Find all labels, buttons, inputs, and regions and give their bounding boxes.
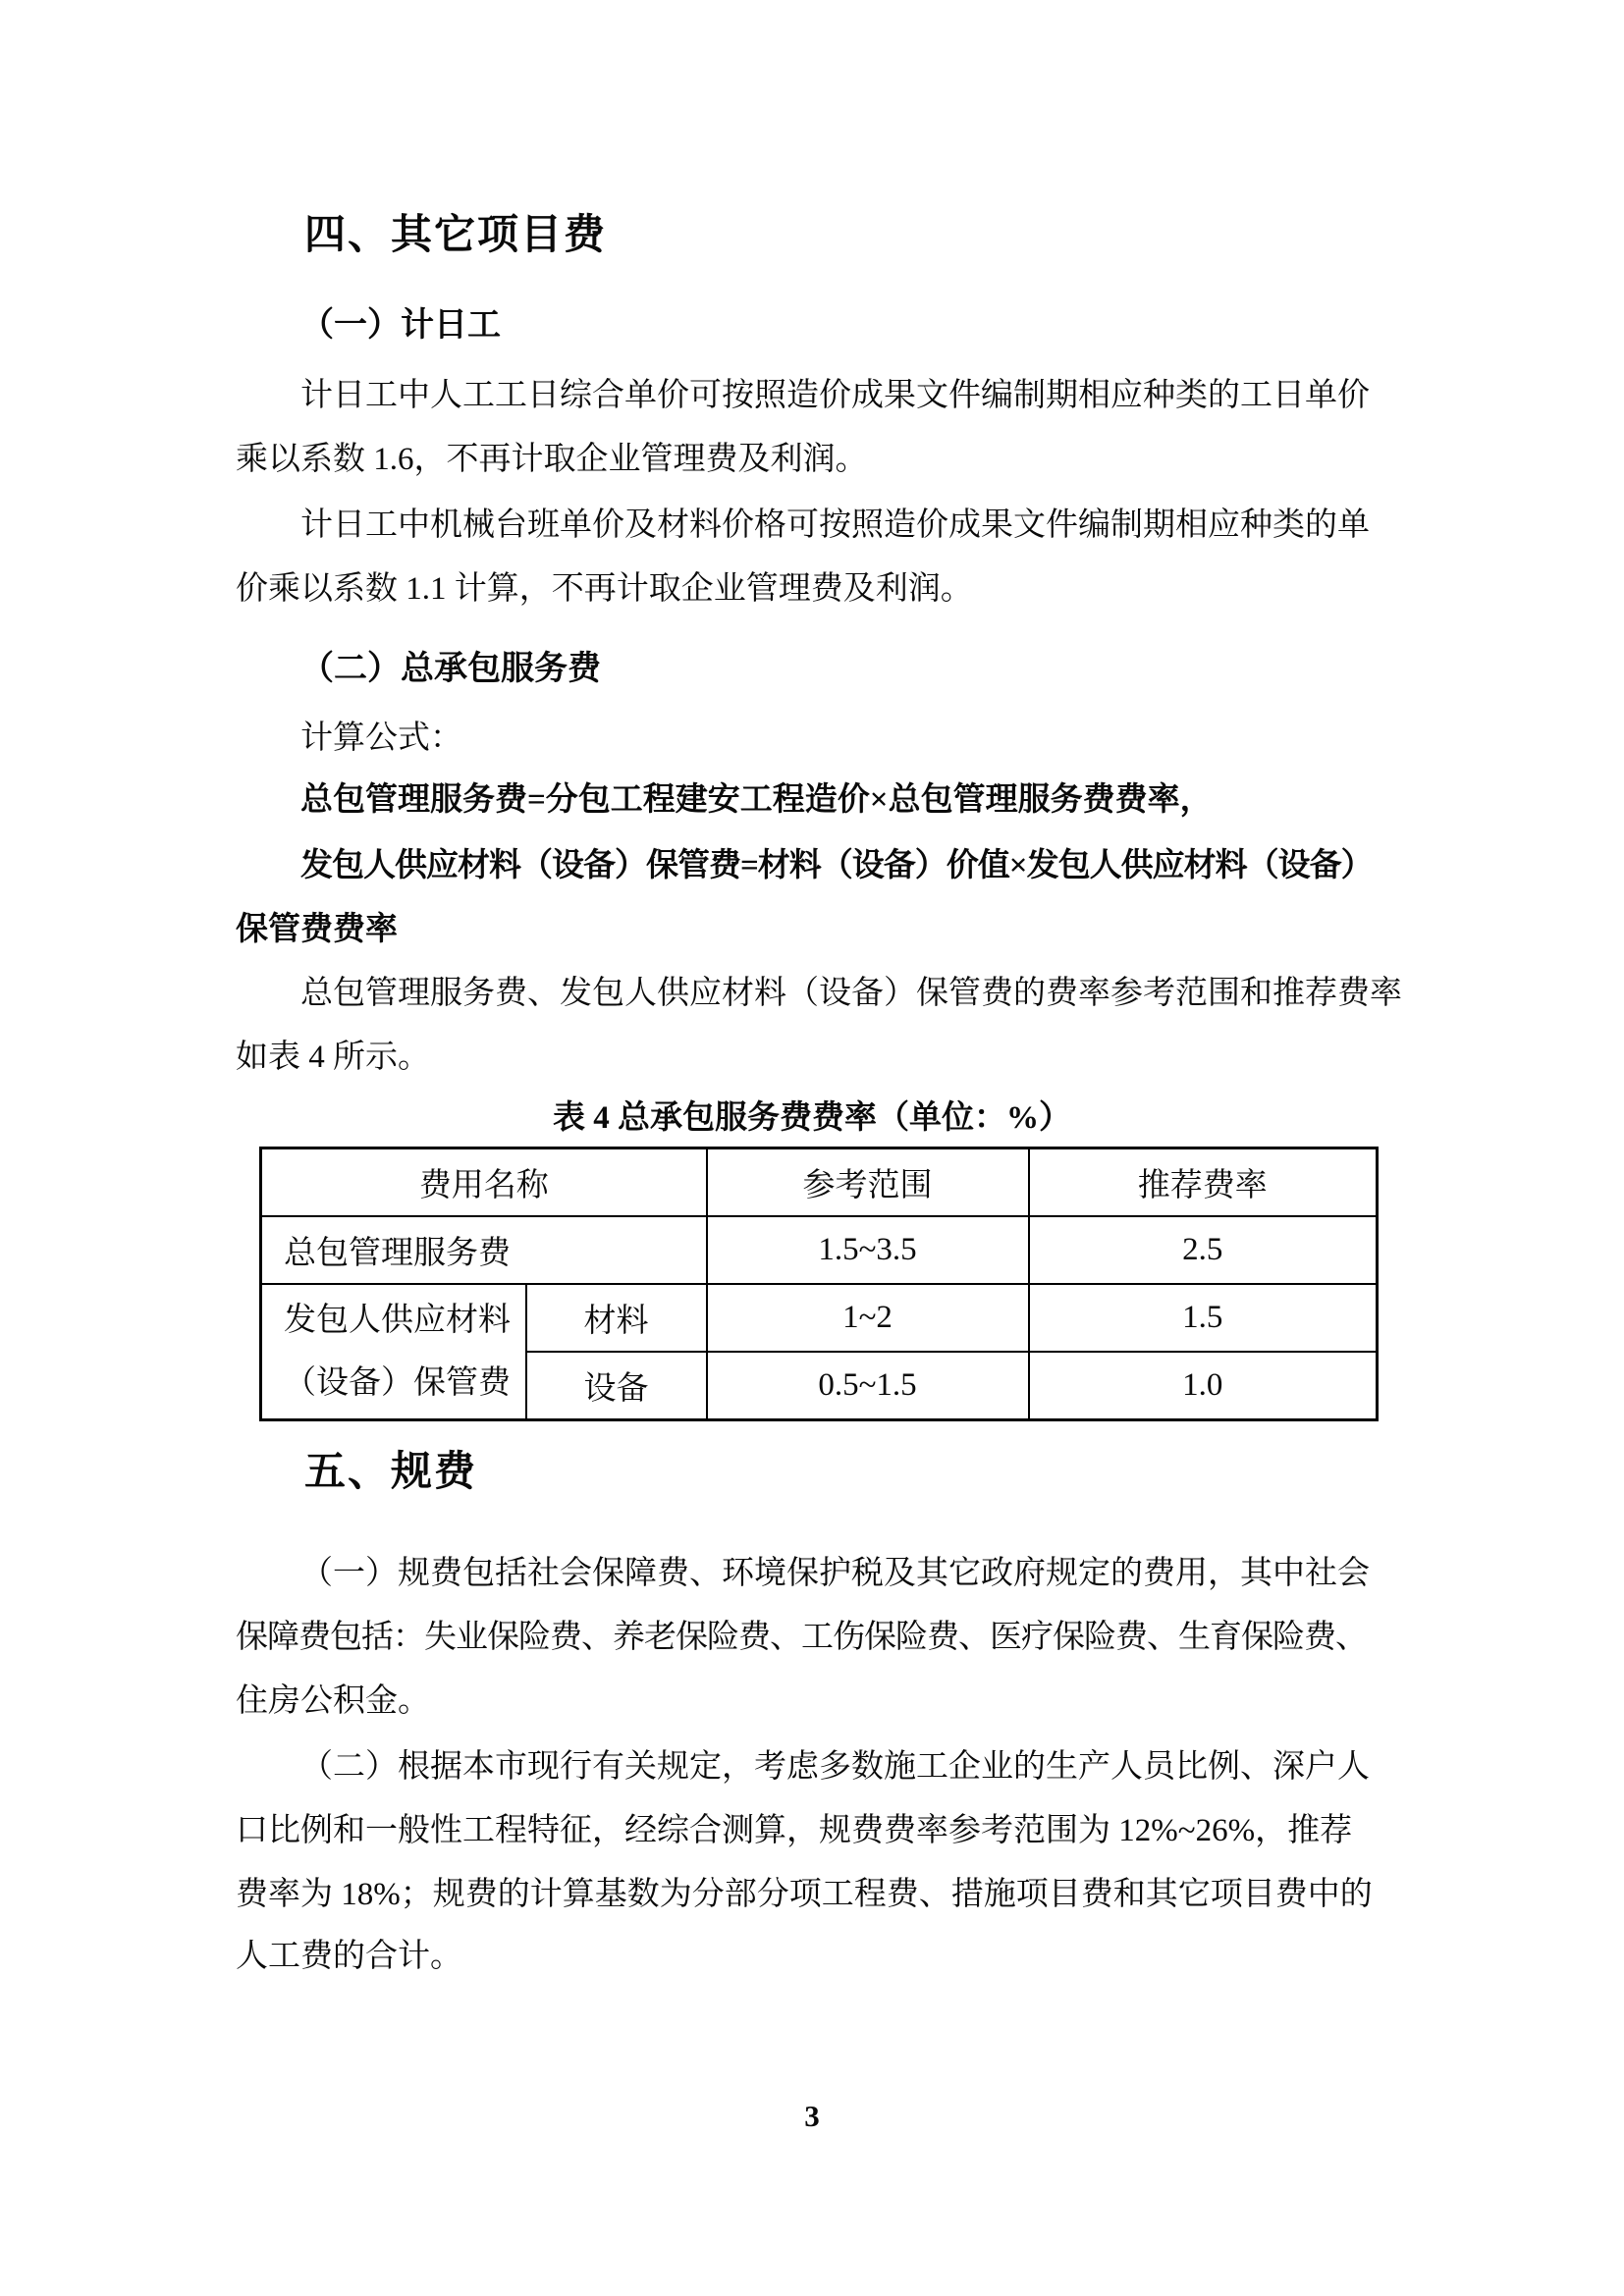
paragraph-line: （一）规费包括社会保障费、环境保护税及其它政府规定的费用，其中社会	[300, 1556, 1370, 1591]
cell-range: 1~2	[707, 1284, 1029, 1352]
formula-line: 发包人供应材料（设备）保管费=材料（设备）价值×发包人供应材料（设备）	[300, 848, 1373, 883]
paragraph-line: 保障费包括：失业保险费、养老保险费、工伤保险费、医疗保险费、生育保险费、	[236, 1620, 1367, 1655]
paragraph-line: 口比例和一般性工程特征，经综合测算，规费费率参考范围为 12%~26%，推荐	[236, 1813, 1353, 1848]
paragraph-line: 计日工中人工工日综合单价可按照造价成果文件编制期相应种类的工日单价	[300, 378, 1370, 413]
header-reference-range: 参考范围	[707, 1148, 1029, 1217]
paragraph-line: （二）根据本市现行有关规定，考虑多数施工企业的生产人员比例、深户人	[300, 1749, 1370, 1785]
table-header-row	[261, 1148, 1378, 1217]
cell-recommended: 1.5	[1029, 1284, 1378, 1352]
paragraph-line: 总包管理服务费、发包人供应材料（设备）保管费的费率参考范围和推荐费率	[300, 976, 1402, 1011]
cell-range: 1.5~3.5	[707, 1216, 1029, 1284]
paragraph-line: 人工费的合计。	[236, 1939, 462, 1974]
cell-fee-group-name	[261, 1284, 526, 1420]
cell-recommended: 1.0	[1029, 1352, 1378, 1420]
table-caption: 表 4 总承包服务费费率（单位：%）	[553, 1100, 1071, 1136]
formula-line: 总包管理服务费=分包工程建安工程造价×总包管理服务费费率，	[300, 782, 1213, 818]
cell-fee-name: 总包管理服务费	[261, 1216, 707, 1284]
formula-intro: 计算公式：	[300, 721, 462, 756]
fee-group-name-line2: （设备）保管费	[284, 1365, 511, 1401]
table-row	[261, 1284, 1378, 1352]
fee-group-name-line1: 发包人供应材料	[284, 1303, 511, 1338]
cell-sub-label: 设备	[526, 1352, 707, 1420]
fee-rate-table	[259, 1147, 1379, 1421]
formula-line: 保管费费率	[236, 912, 398, 947]
paragraph-line: 如表 4 所示。	[236, 1040, 430, 1075]
page-number: 3	[804, 2099, 820, 2133]
cell-range: 0.5~1.5	[707, 1352, 1029, 1420]
section4-sub1-heading: （一）计日工	[300, 307, 501, 344]
cell-recommended: 2.5	[1029, 1216, 1378, 1284]
cell-sub-label: 材料	[526, 1284, 707, 1352]
paragraph-line: 住房公积金。	[236, 1683, 430, 1719]
section5-heading: 五、规费	[304, 1448, 478, 1494]
paragraph-line: 价乘以系数 1.1 计算，不再计取企业管理费及利润。	[236, 571, 973, 607]
header-recommended-rate: 推荐费率	[1029, 1148, 1378, 1217]
paragraph-line: 计日工中机械台班单价及材料价格可按照造价成果文件编制期相应种类的单	[300, 507, 1370, 543]
section4-sub2-heading: （二）总承包服务费	[300, 651, 601, 687]
header-fee-name: 费用名称	[261, 1148, 707, 1217]
paragraph-line: 费率为 18%；规费的计算基数为分部分项工程费、措施项目费和其它项目费中的	[236, 1877, 1373, 1912]
table-row	[261, 1216, 1378, 1284]
paragraph-line: 乘以系数 1.6，不再计取企业管理费及利润。	[236, 442, 868, 477]
section4-heading: 四、其它项目费	[304, 211, 608, 257]
